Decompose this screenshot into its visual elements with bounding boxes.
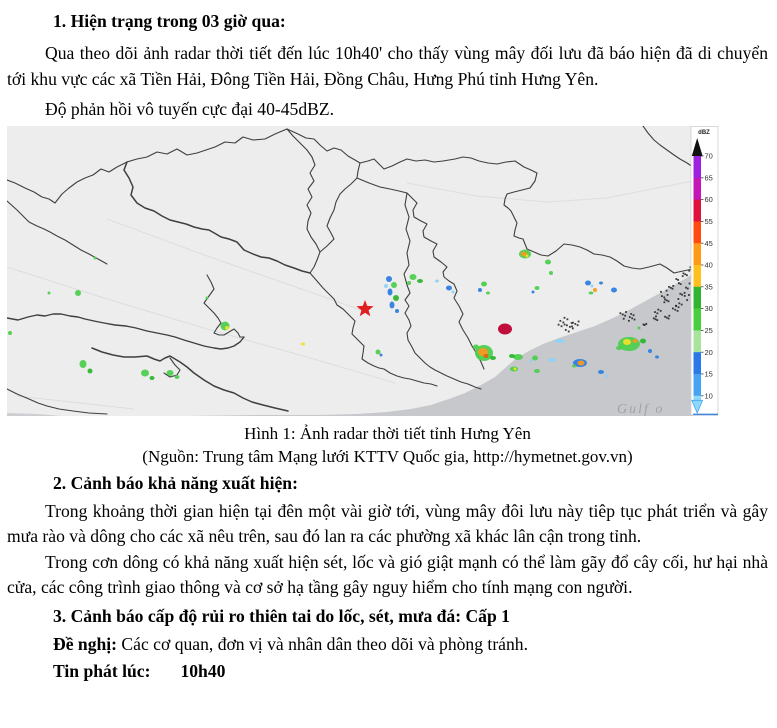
speckle bbox=[677, 298, 679, 300]
gulf-watermark-label: Gulf o bbox=[617, 401, 665, 416]
speckle bbox=[574, 323, 576, 325]
speckle bbox=[567, 318, 569, 320]
echo-blob bbox=[435, 279, 439, 282]
echo-blob bbox=[80, 360, 87, 368]
echo-blob bbox=[8, 331, 12, 335]
speckle bbox=[668, 300, 670, 302]
speckle bbox=[644, 324, 646, 326]
echo-blob bbox=[206, 296, 209, 299]
radar-map-image bbox=[7, 126, 719, 416]
section-3-heading: 3. Cảnh báo cấp độ rủi ro thiên tai do lốc, sét, mưa đá: Cấp 1 bbox=[53, 605, 510, 626]
speckle bbox=[678, 302, 680, 304]
speckle bbox=[654, 311, 656, 313]
echo-blob bbox=[490, 356, 496, 360]
speckle bbox=[656, 319, 658, 321]
echo-blob bbox=[530, 359, 533, 362]
speckle bbox=[653, 317, 655, 319]
speckle bbox=[656, 312, 658, 314]
speckle bbox=[578, 320, 580, 322]
echo-blob bbox=[410, 274, 417, 280]
figure-caption: Hình 1: Ảnh radar thời tiết tỉnh Hưng Yên bbox=[244, 423, 531, 443]
echo-blob bbox=[591, 284, 594, 287]
issued-time-value: 10h40 bbox=[180, 661, 226, 682]
echo-blob bbox=[407, 281, 411, 285]
speckle bbox=[564, 323, 566, 325]
echo-blob bbox=[589, 291, 594, 294]
echo-blob bbox=[484, 354, 489, 358]
speckle bbox=[663, 296, 665, 298]
echo-blob bbox=[386, 276, 392, 282]
echo-blob bbox=[48, 291, 51, 294]
echo-blob bbox=[417, 279, 423, 283]
speckle bbox=[678, 306, 680, 308]
speckle bbox=[681, 293, 683, 295]
echo-blob bbox=[648, 349, 652, 353]
echo-blob bbox=[585, 280, 591, 285]
legend-tick-label: 60 bbox=[704, 194, 713, 204]
speckle bbox=[663, 301, 665, 303]
speckle bbox=[686, 274, 688, 276]
speckle bbox=[684, 292, 686, 294]
speckle bbox=[561, 325, 563, 327]
echo-blob bbox=[94, 256, 97, 259]
speckle bbox=[664, 298, 666, 300]
legend-tick-label: 55 bbox=[704, 216, 713, 226]
echo-blob bbox=[88, 368, 93, 373]
speckle bbox=[689, 282, 691, 284]
speckle bbox=[666, 289, 668, 291]
speckle bbox=[568, 330, 570, 332]
speckle bbox=[655, 318, 657, 320]
speckle bbox=[577, 324, 579, 326]
legend-tick-label: 65 bbox=[704, 173, 713, 183]
echo-blob bbox=[473, 344, 479, 349]
legend-tick-label: 40 bbox=[704, 260, 713, 270]
legend-tick-label: 30 bbox=[704, 303, 713, 313]
speckle bbox=[628, 319, 630, 321]
echo-blob bbox=[478, 288, 482, 292]
section-1-paragraph-1: Qua theo dõi ảnh radar thời tiết đến lúc 10h40' cho thấy vùng mây đối lưu đã báo hiện đã di chuyển tới khu vực các xã Tiền Hải, Đông Tiền Hải, Đồng Châu, Hưng Phú tỉnh Hưng Yên. bbox=[7, 43, 768, 89]
echo-blob bbox=[623, 339, 631, 345]
speckle bbox=[678, 282, 680, 284]
legend-tick-label: 35 bbox=[704, 282, 713, 292]
advice-line bbox=[7, 632, 768, 657]
legend-tick-label: 45 bbox=[704, 238, 713, 248]
speckle bbox=[622, 313, 624, 315]
speckle bbox=[685, 286, 687, 288]
speckle bbox=[558, 323, 560, 325]
speckle bbox=[564, 316, 566, 318]
issued-line bbox=[7, 657, 768, 684]
speckle bbox=[559, 320, 561, 322]
speckle bbox=[672, 307, 674, 309]
legend-tick-label: 20 bbox=[704, 347, 713, 357]
echo-blob bbox=[509, 354, 515, 358]
echo-blob bbox=[555, 339, 565, 343]
echo-blob bbox=[390, 301, 395, 308]
speckle bbox=[571, 325, 573, 327]
echo-blob bbox=[598, 370, 604, 374]
speckle bbox=[623, 317, 625, 319]
echo-blob bbox=[605, 374, 609, 377]
speckle bbox=[686, 299, 688, 301]
speckle bbox=[672, 287, 674, 289]
echo-blob bbox=[141, 369, 149, 376]
echo-blob bbox=[395, 309, 399, 313]
speckle bbox=[675, 304, 677, 306]
echo-blob bbox=[633, 339, 638, 343]
echo-blob bbox=[384, 284, 388, 288]
echo-blob bbox=[616, 346, 622, 350]
speckle bbox=[566, 324, 568, 326]
speckle bbox=[682, 275, 684, 277]
figure-source: (Nguồn: Trung tâm Mạng lưới KTTV Quốc gia, http://hymetnet.gov.vn) bbox=[142, 446, 633, 466]
echo-blob bbox=[532, 355, 538, 360]
echo-blob bbox=[452, 290, 455, 293]
speckle bbox=[683, 272, 685, 274]
speckle bbox=[688, 269, 690, 271]
speckle bbox=[668, 314, 670, 316]
echo-blob bbox=[599, 281, 603, 284]
speckle bbox=[684, 295, 686, 297]
section-2-heading: 2. Cảnh báo khả năng xuất hiện: bbox=[53, 472, 298, 493]
legend-title: dBZ bbox=[698, 129, 710, 136]
echo-blob bbox=[225, 326, 229, 330]
echo-blob bbox=[640, 338, 646, 343]
echo-blob bbox=[638, 326, 641, 329]
radar-figure bbox=[7, 126, 719, 416]
speckle bbox=[572, 321, 574, 323]
speckle bbox=[631, 317, 633, 319]
speckle bbox=[660, 291, 662, 293]
speckle bbox=[664, 315, 666, 317]
legend-tick-label: 10 bbox=[704, 391, 713, 401]
echo-blob bbox=[548, 358, 556, 362]
issued-time-label: Tin phát lúc: bbox=[53, 661, 151, 682]
echo-blob bbox=[611, 287, 617, 292]
legend-tick-label: 70 bbox=[704, 151, 713, 161]
legend-tick-label: 15 bbox=[704, 369, 713, 379]
speckle bbox=[680, 283, 682, 285]
speckle bbox=[672, 285, 674, 287]
section-2-paragraph-1: Trong khoảng thời gian hiện tại đên một vài giờ tới, vùng mây đôi lưu này tiêp tục phát triển và gây mưa rào và dông cho các xã nêu trên, sau đó lan ra các phường xã khác lân cận trong tỉnh. bbox=[7, 501, 768, 547]
speckle bbox=[625, 311, 627, 313]
echo-blob bbox=[391, 282, 397, 288]
speckle bbox=[677, 279, 679, 281]
echo-blob bbox=[549, 271, 553, 275]
legend-tick-label: 25 bbox=[704, 325, 713, 335]
echo-blob bbox=[481, 281, 487, 286]
speckle bbox=[688, 294, 690, 296]
echo-blob bbox=[514, 367, 517, 370]
speckle bbox=[634, 318, 636, 320]
speckle bbox=[681, 303, 683, 305]
echo-blob bbox=[301, 342, 305, 345]
echo-blob bbox=[578, 360, 585, 365]
echo-blob bbox=[545, 259, 551, 264]
speckle bbox=[667, 294, 669, 296]
speckle bbox=[677, 310, 679, 312]
speckle bbox=[633, 314, 635, 316]
speckle bbox=[661, 295, 663, 297]
echo-blob bbox=[534, 369, 540, 373]
speckle bbox=[572, 327, 574, 329]
echo-blob bbox=[526, 254, 529, 257]
speckle bbox=[660, 310, 662, 312]
echo-blob bbox=[655, 355, 659, 358]
section-1-heading: 1. Hiện trạng trong 03 giờ qua: bbox=[53, 11, 286, 31]
echo-blob bbox=[388, 288, 393, 295]
speckle bbox=[679, 292, 681, 294]
speckle bbox=[630, 313, 632, 315]
echo-blob bbox=[446, 285, 452, 290]
speckle bbox=[666, 316, 668, 318]
dbz-color-scale bbox=[691, 126, 718, 415]
section-2-paragraph-2: Trong cơn dông có khả năng xuất hiện sét, lốc và gió giật mạnh có thể làm gãy đổ cây cối, hư hại nhà cửa, các công trình giao thông và cơ sở hạ tầng gây nguy hiểm cho tính mạng con người. bbox=[7, 551, 768, 598]
speckle bbox=[565, 329, 567, 331]
speckle bbox=[670, 286, 672, 288]
echo-blob bbox=[380, 353, 383, 356]
speckle bbox=[687, 287, 689, 289]
speckle bbox=[675, 278, 677, 280]
echo-blob bbox=[593, 288, 597, 292]
echo-blob bbox=[572, 364, 576, 367]
speckle bbox=[657, 308, 659, 310]
advice-text: Các cơ quan, đơn vị và nhân dân theo dõi và phòng tránh. bbox=[117, 634, 528, 655]
echo-blob bbox=[75, 290, 81, 296]
section-1-paragraph-2: Độ phản hồi vô tuyến cực đại 40-45dBZ. bbox=[45, 99, 335, 120]
speckle bbox=[666, 299, 668, 301]
speckle bbox=[674, 308, 676, 310]
speckle bbox=[684, 273, 686, 275]
advice-label: Đề nghị: bbox=[53, 634, 118, 655]
echo-blob bbox=[376, 349, 381, 354]
speckle bbox=[629, 316, 631, 318]
speckle bbox=[569, 326, 571, 328]
speckle bbox=[668, 317, 670, 319]
red-dot-marker bbox=[498, 323, 512, 334]
speckle bbox=[668, 286, 670, 288]
speckle bbox=[620, 312, 622, 314]
echo-blob bbox=[150, 376, 155, 380]
speckle bbox=[562, 321, 564, 323]
echo-blob bbox=[175, 375, 180, 379]
speckle bbox=[655, 315, 657, 317]
echo-blob bbox=[486, 291, 490, 294]
speckle bbox=[624, 314, 626, 316]
echo-blob bbox=[167, 370, 174, 376]
echo-blob bbox=[532, 290, 535, 293]
echo-blob bbox=[535, 286, 540, 290]
echo-blob bbox=[393, 295, 399, 301]
speckle bbox=[645, 323, 647, 325]
